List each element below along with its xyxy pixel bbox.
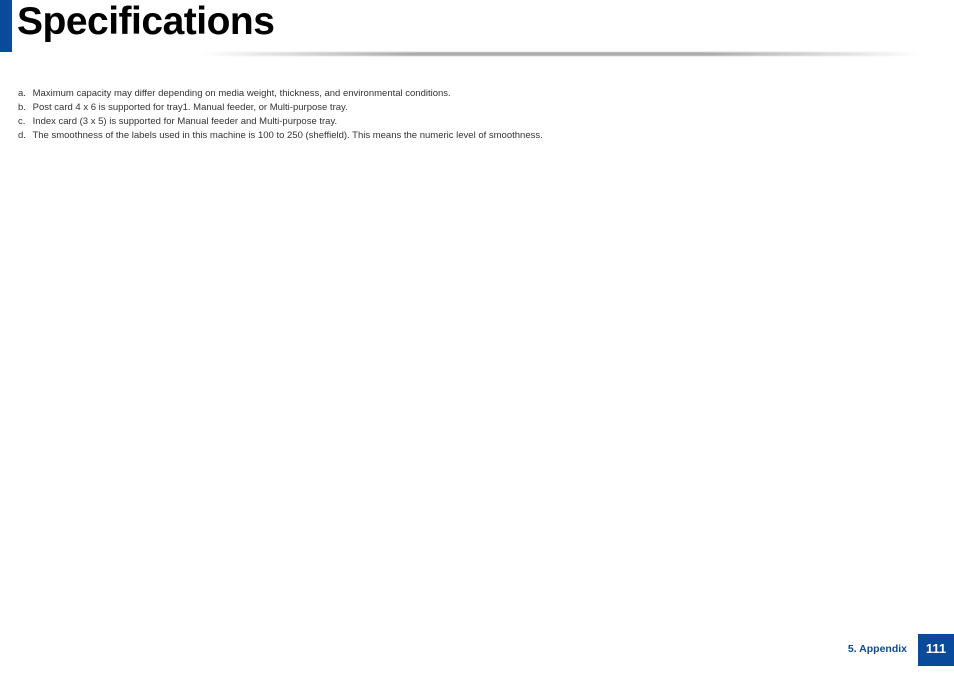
footnote-text: The smoothness of the labels used in this machine is 100 to 250 (sheffield). This means the numeric level of smoothness.	[32, 130, 543, 141]
page-title: Specifications	[17, 0, 275, 43]
footnote-d	[18, 129, 543, 143]
title-divider	[200, 52, 920, 56]
title-accent-bar	[0, 0, 12, 52]
footnote-marker: c.	[18, 116, 26, 127]
footnote-marker: b.	[18, 102, 26, 113]
footnote-a	[18, 87, 543, 101]
page-number-badge: 111	[918, 634, 954, 666]
footnote-text: Maximum capacity may differ depending on media weight, thickness, and environmental conditions.	[32, 88, 451, 99]
footnote-text: Index card (3 x 5) is supported for Manual feeder and Multi-purpose tray.	[32, 116, 338, 127]
footnote-marker: d.	[18, 130, 26, 141]
footnote-marker: a.	[18, 88, 26, 99]
footnote-b	[18, 101, 543, 115]
footnote-list	[18, 87, 543, 143]
footer-section-link[interactable]: 5. Appendix	[847, 643, 907, 655]
footnote-text: Post card 4 x 6 is supported for tray1. Manual feeder, or Multi-purpose tray.	[32, 102, 348, 113]
footnote-c	[18, 115, 543, 129]
